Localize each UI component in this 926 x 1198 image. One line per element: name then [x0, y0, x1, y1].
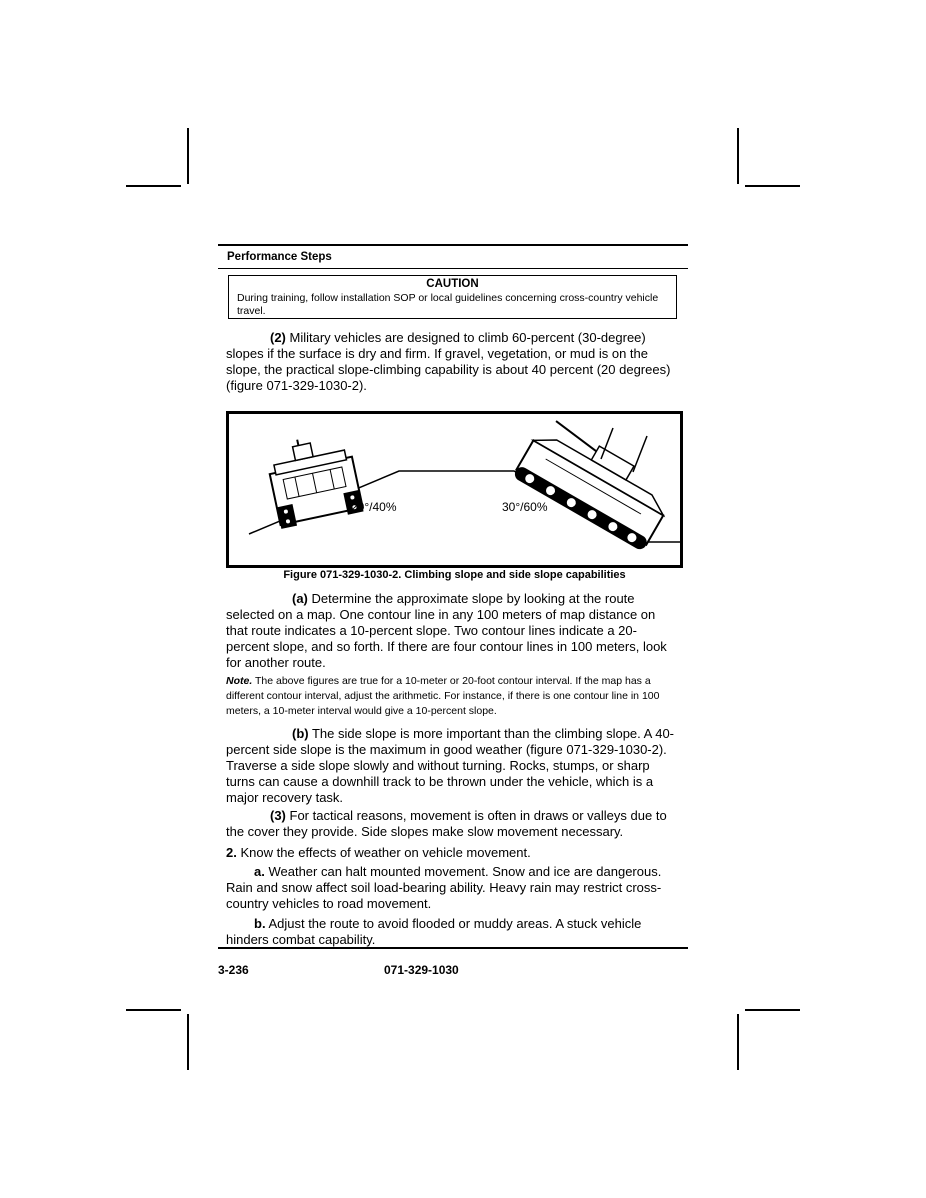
crop-mark	[737, 1014, 739, 1070]
crop-mark	[187, 1014, 189, 1070]
para-label: (2)	[270, 330, 286, 345]
sub-text: Weather can halt mounted movement. Snow and ice are dangerous. Rain and snow affect soil load-bearing ability. Heavy rain may restrict cross-country vehicles to road movement.	[226, 864, 662, 911]
task-number: 071-329-1030	[384, 963, 459, 977]
crop-mark	[126, 185, 181, 187]
slope-label-right: 30°/60%	[502, 500, 548, 514]
sub-a	[226, 864, 678, 912]
section-title: Performance Steps	[227, 251, 332, 263]
para-label: (a)	[292, 591, 308, 606]
figure-caption: Figure 071-329-1030-2. Climbing slope and side slope capabilities	[283, 569, 626, 581]
sub-b	[226, 916, 678, 948]
vehicle-side-view-icon	[512, 416, 677, 552]
crop-mark	[187, 128, 189, 184]
page-number: 3-236	[218, 963, 249, 977]
note-text: The above figures are true for a 10-meter or 20-foot contour interval. If the map has a different contour interval, adjust the arithmetic. For instance, if there is one contour line in 100 meters, a 10-meter interval would give a 10-percent slope.	[226, 675, 660, 717]
para-label: (b)	[292, 726, 309, 741]
header-bottom-rule	[218, 268, 688, 269]
slope-label-left: 20°/40%	[351, 500, 397, 514]
caution-box	[228, 275, 677, 319]
vehicle-rear-view-icon	[264, 429, 364, 529]
para-b	[226, 726, 678, 806]
para-3	[226, 808, 678, 840]
figure-box	[226, 411, 683, 568]
step-2	[226, 845, 678, 861]
para-text: Determine the approximate slope by looking at the route selected on a map. One contour line in any 100 meters of map distance on that route indicates a 10-percent slope. Two contour lines indicate a 20-percent slope, and so forth. If there are four contour lines in 100 meters, look for another route.	[226, 591, 667, 670]
crop-mark	[745, 1009, 800, 1011]
crop-mark	[745, 185, 800, 187]
slope-illustration	[229, 414, 680, 565]
para-text: Military vehicles are designed to climb 60-percent (30-degree) slopes if the surface is dry and firm. If gravel, vegetation, or mud is on the slope, the practical slope-climbing capability is about 40 percent (20 degrees) (figure 071-329-1030-2).	[226, 330, 671, 393]
sub-label: b.	[254, 916, 266, 931]
para-a	[226, 591, 678, 671]
header-top-rule	[218, 244, 688, 246]
footer-rule	[218, 947, 688, 949]
sub-text: Adjust the route to avoid flooded or muddy areas. A stuck vehicle hinders combat capability.	[226, 916, 642, 947]
para-text: For tactical reasons, movement is often in draws or valleys due to the cover they provide. Side slopes make slow movement necessary.	[226, 808, 667, 839]
para-label: (3)	[270, 808, 286, 823]
crop-mark	[126, 1009, 181, 1011]
sub-label: a.	[254, 864, 265, 879]
caution-title: CAUTION	[426, 278, 479, 290]
step-text: Know the effects of weather on vehicle movement.	[236, 845, 531, 860]
note-label: Note.	[226, 675, 253, 687]
note	[226, 674, 678, 719]
crop-mark	[737, 128, 739, 184]
caution-text: During training, follow installation SOP or local guidelines concerning cross-country vehicle travel.	[237, 292, 659, 317]
step-label: 2.	[226, 845, 237, 860]
para-text: The side slope is more important than the climbing slope. A 40-percent side slope is the maximum in good weather (figure 071-329-1030-2). Traverse a side slope slowly and without turning. Rocks, stumps, or sharp turns can cause a downhill track to be thrown under the vehicle, which is a major recovery task.	[226, 726, 675, 805]
step-2-paragraph	[226, 330, 678, 394]
